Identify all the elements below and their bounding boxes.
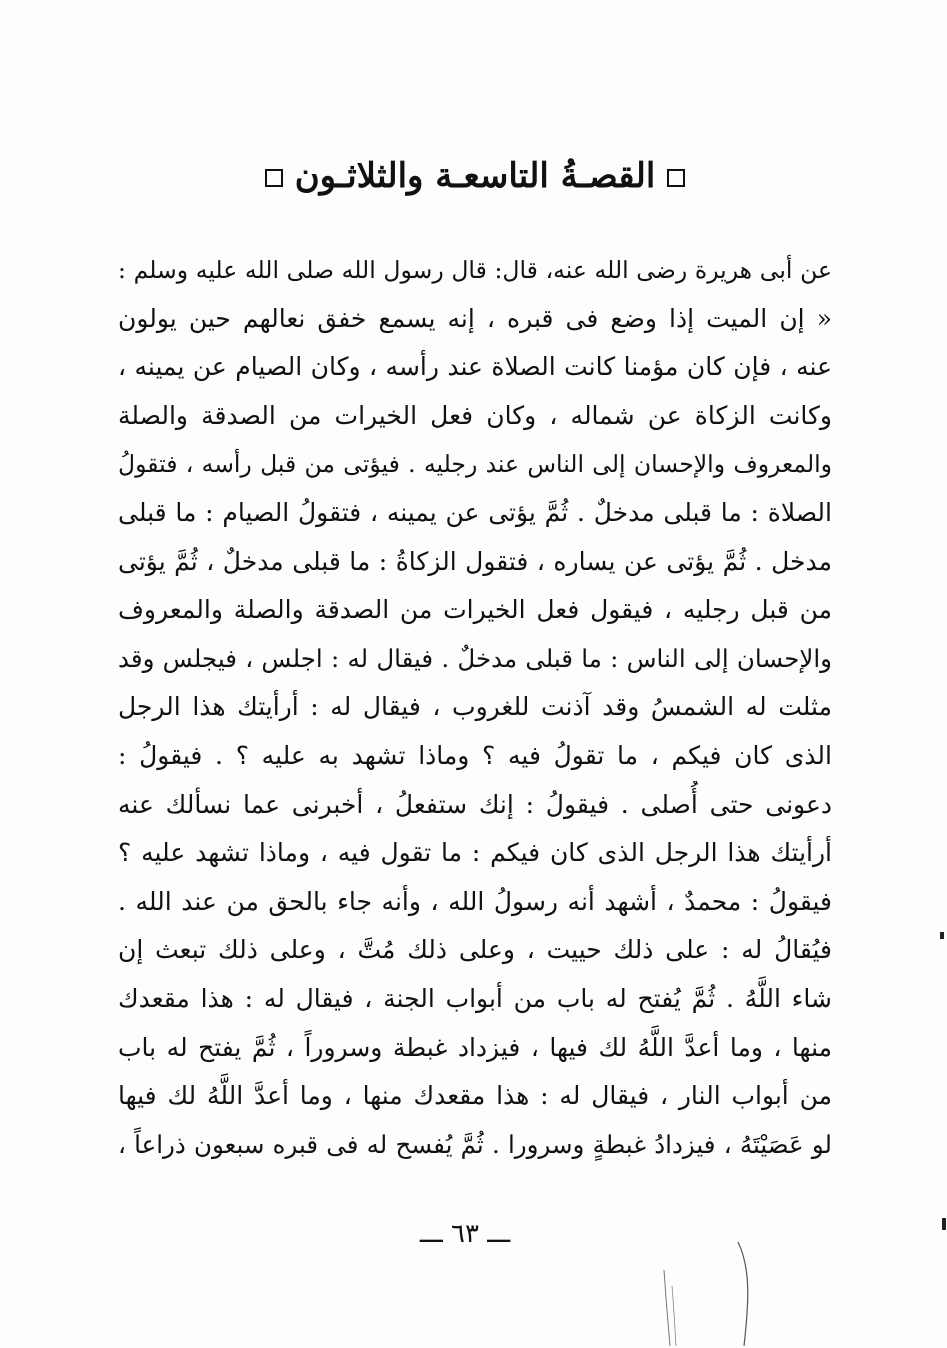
text-line: مدخل . ثُمَّ يؤتى عن يساره ، فتقول الزكاةُ : ما قبلى مدخلٌ ، ثُمَّ يؤتى [118, 546, 832, 576]
text-line: وكانت الزكاة عن شماله ، وكان فعل الخيرات من الصدقة والصلة [118, 400, 832, 430]
text-line: « إن الميت إذا وضع فى قبره ، إنه يسمع خفق نعالهم حين يولون [118, 303, 832, 333]
square-ornament-icon [265, 169, 283, 187]
text-line: منها ، وما أعدَّ اللَّهُ لك فيها ، فيزداد غبطة وسروراً ، ثُمَّ يفتح له باب [118, 1032, 832, 1062]
text-line: فيقولُ : محمدٌ ، أشهد أنه رسولُ الله ، وأنه جاء بالحق من عند الله . [118, 886, 832, 916]
story-body [118, 246, 832, 1169]
square-ornament-icon [667, 169, 685, 187]
text-line: شاء اللَّهُ . ثُمَّ يُفتح له باب من أبواب الجنة ، فيقال له : هذا مقعدك [118, 983, 832, 1013]
text-line: دعونى حتى أُصلى . فيقولُ : إنك ستفعلُ ، أخبرنى عما نسألك عنه [118, 789, 832, 819]
text-line: مثلت له الشمسُ وقد آذنت للغروب ، فيقال له : أرأيتك هذا الرجل [118, 692, 832, 722]
story-heading [120, 148, 830, 204]
text-line: من أبواب النار ، فيقال له : هذا مقعدك منها ، وما أعدَّ اللَّهُ لك فيها [118, 1081, 832, 1111]
scan-artifact-lines [640, 1240, 760, 1348]
text-line: عن أبى هريرة رضى الله عنه، قال: قال رسول الله صلى الله عليه وسلم : [118, 256, 832, 284]
scan-speck [942, 1218, 946, 1230]
page-number: ـــ ٦٣ ـــ [419, 1219, 511, 1249]
text-line: والمعروف والإحسان إلى الناس عند رجليه . فيؤتى من قبل رأسه ، فتقولُ [118, 450, 832, 479]
text-line: والإحسان إلى الناس : ما قبلى مدخلٌ . فيقال له : اجلس ، فيجلس وقد [118, 643, 832, 673]
text-line: فيُقالُ له : على ذلك حييت ، وعلى ذلك مُتَّ ، وعلى ذلك تبعث إن [118, 935, 832, 965]
story-title: القصـةُ التاسعـة والثلاثـون [294, 156, 656, 196]
text-line: أرأيتك هذا الرجل الذى كان فيكم : ما تقول فيه ، وماذا تشهد عليه ؟ [118, 838, 832, 868]
scan-speck [940, 932, 944, 939]
text-line: الذى كان فيكم ، ما تقولُ فيه ؟ وماذا تشهد به عليه ؟ . فيقولُ : [118, 740, 832, 770]
text-line: عنه ، فإن كان مؤمنا كانت الصلاة عند رأسه ، وكان الصيام عن يمينه ، [118, 352, 832, 382]
text-line: من قبل رجليه ، فيقول فعل الخيرات من الصدقة والصلة والمعروف [118, 595, 832, 625]
text-line: الصلاة : ما قبلى مدخلٌ . ثُمَّ يؤتى عن يمينه ، فتقولُ الصيام : ما قبلى [118, 497, 832, 527]
text-line: لو عَصَيْتَهُ ، فيزدادُ غبطةٍ وسرورا . ثُمَّ يُفسح له فى قبره سبعون ذراعاً ، [118, 1129, 832, 1159]
